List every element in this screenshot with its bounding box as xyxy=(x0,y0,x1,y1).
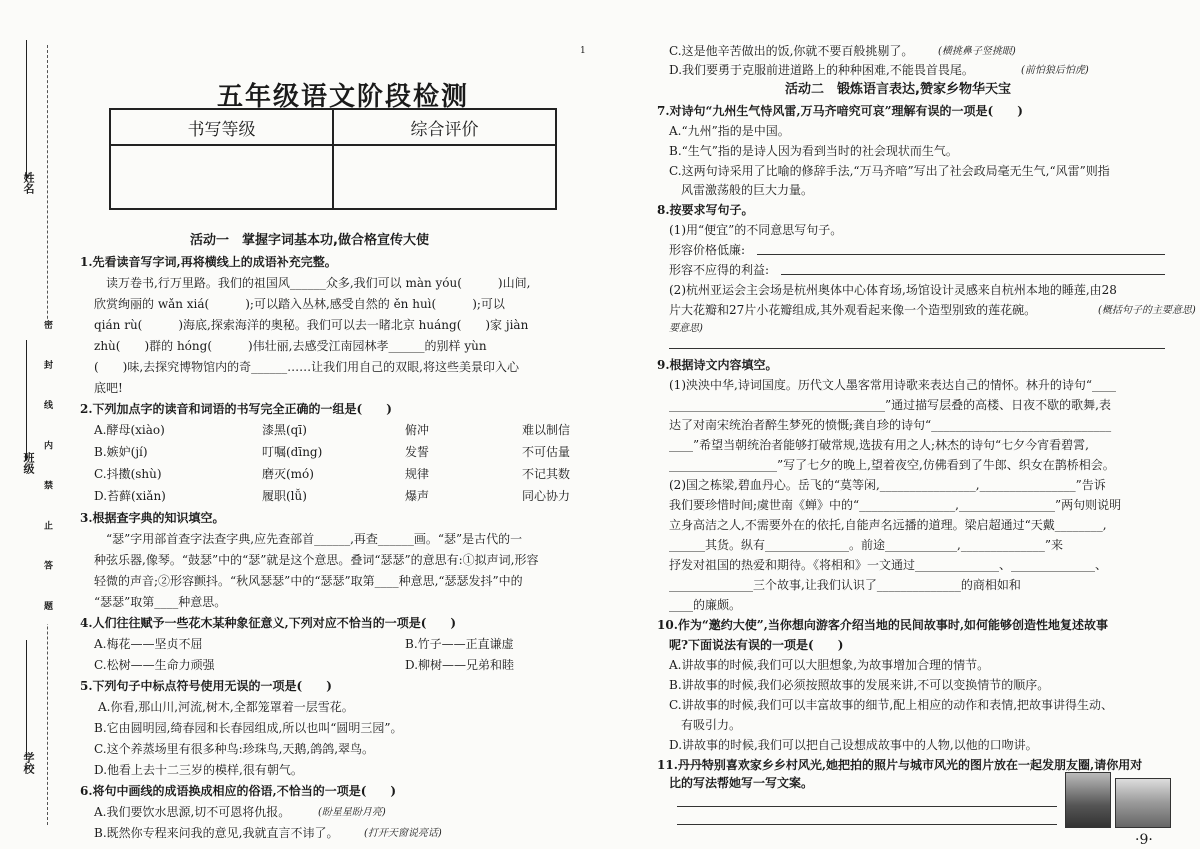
q10-stem-cont: 呢?下面说法有误的一项是( ) xyxy=(669,638,844,652)
q6-handwritten-d: (前怕狼后怕虎) xyxy=(1021,65,1089,76)
q2-option-a[interactable]: A.酵母(xiào) xyxy=(94,423,165,437)
q1-line: ( )味,去探究博物馆内的奇______……让我们用自己的双眼,将这些美景印入心 xyxy=(94,360,519,374)
binding-margin xyxy=(0,0,62,849)
q4-stem: 4.人们往往赋予一些花木某种象征意义,下列对应不恰当的一项是( ) xyxy=(80,616,457,630)
q7-stem: 7.对诗句“九州生气恃风雷,万马齐喑究可哀”理解有误的一项是( ) xyxy=(657,104,1023,118)
q9-line: ______________三个故事,让我们认识了______________的商相如和 xyxy=(669,578,1021,592)
q6-handwritten-a: (盼星星盼月亮) xyxy=(318,807,386,818)
q2-word: 发誓 xyxy=(405,445,430,459)
q9-line: ____”希望当朝统治者能够打破常规,选拔有用之人;林杰的诗句“七夕今宵看碧霄, xyxy=(669,438,1089,452)
q1-stem: 1.先看读音写字词,再将横线上的成语补充完整。 xyxy=(80,255,337,269)
q2-word: 同心协力 xyxy=(522,489,571,503)
q5-stem: 5.下列句子中标点符号使用无误的一项是( ) xyxy=(80,679,332,693)
q10-option-c[interactable]: C.讲故事的时候,我们可以丰富故事的细节,配上相应的动作和表情,把故事讲得生动、 xyxy=(669,698,1114,712)
school-label: 学校 xyxy=(22,752,35,774)
q7-option-c-cont: 风雷激荡般的巨大力量。 xyxy=(681,183,814,197)
corner-mark: 1 xyxy=(580,46,586,56)
school-underline xyxy=(26,640,27,760)
q2-word: 不记其数 xyxy=(522,467,571,481)
q9-stem: 9.根据诗文内容填空。 xyxy=(657,358,778,372)
q2-word: 爆声 xyxy=(405,489,430,503)
q10-option-d[interactable]: D.讲故事的时候,我们可以把自己设想成故事中的人物,以他的口吻讲。 xyxy=(669,738,1038,752)
q8-cheap-label: 形容价格低廉: xyxy=(669,243,746,257)
q7-option-b[interactable]: B.“生气”指的是诗人因为看到当时的社会现状而生气。 xyxy=(669,144,958,158)
q3-stem: 3.根据查字典的知识填空。 xyxy=(80,511,225,525)
q6-option-c[interactable]: C.这是他辛苦做出的饭,你就不要百般挑剔了。 xyxy=(669,44,914,58)
q7-option-a[interactable]: A.“九州”指的是中国。 xyxy=(669,124,790,138)
q8-cheap-answer-line[interactable] xyxy=(757,254,1165,255)
q2-stem: 2.下列加点字的读音和词语的书写完全正确的一组是( ) xyxy=(80,402,392,416)
q8-part2: (2)杭州亚运会主会场是杭州奥体中心体育场,场馆设计灵感来自杭州本地的睡莲,由28 xyxy=(669,283,1117,297)
q8-part1: (1)用“便宜”的不同意思写句子。 xyxy=(669,223,843,237)
q6-option-b[interactable]: B.既然你专程来问我的意见,我就直言不讳了。 xyxy=(94,826,339,840)
q11-answer-line-2[interactable] xyxy=(677,824,1057,825)
seal-notice: 密 封 线 内 禁 止 答 题 xyxy=(42,320,52,624)
q1-line: 欣赏绚丽的 wǎn xiá( );可以踏入丛林,感受自然的 ěn huì( );可以 xyxy=(94,297,505,311)
q8-part2-cont: 片大花瓣和27片小花瓣组成,其外观看起来像一个造型别致的莲花碗。 xyxy=(669,303,1037,317)
q11-stem: 11.丹丹特别喜欢家乡乡村风光,她把拍的照片与城市风光的图片放在一起发朋友圈,请你用对 xyxy=(657,758,1143,772)
city-photo xyxy=(1115,778,1171,828)
q11-stem-cont: 比的写法帮她写一写文案。 xyxy=(669,776,814,790)
q10-stem: 10.作为“邀约大使”,当你想向游客介绍当地的民间故事时,如何能够创造性地复述故事 xyxy=(657,618,1109,632)
q2-word: 漆黑(qī) xyxy=(262,423,307,437)
q9-line: 抒发对祖国的热爱和期待。《将相和》一文通过______________、______________、 xyxy=(669,558,1108,572)
overall-grade-cell[interactable] xyxy=(333,145,556,209)
class-underline xyxy=(26,340,27,460)
q8-benefit-label: 形容不应得的利益: xyxy=(669,263,770,277)
q5-option-c[interactable]: C.这个养蒸场里有很多种鸟:珍珠鸟,天鹅,鸽鸽,翠鸟。 xyxy=(94,742,375,756)
activity-1-heading: 活动一 掌握字词基本功,做合格宣传大使 xyxy=(190,233,429,248)
name-underline xyxy=(26,40,27,180)
q9-line: 我们要珍惜时间;虞世南《蝉》中的“________________,________________”两句则说明 xyxy=(669,498,1122,512)
q8-stem: 8.按要求写句子。 xyxy=(657,203,754,217)
q9-line: __________________”写了七夕的晚上,望着夜空,仿佛看到了牛郎、织女在鹊桥相会。 xyxy=(669,458,1115,472)
q2-word: 规律 xyxy=(405,467,430,481)
q2-word: 叮嘱(dīng) xyxy=(262,445,323,459)
q10-option-a[interactable]: A.讲故事的时候,我们可以大胆想象,为故事增加合理的情节。 xyxy=(669,658,990,672)
q3-line: 种弦乐器,像琴。“鼓瑟”中的“瑟”就是这个意思。叠词“瑟瑟”的意思有:①拟声词,形容 xyxy=(94,553,539,567)
q2-word: 俯冲 xyxy=(405,423,430,437)
writing-grade-cell[interactable] xyxy=(110,145,333,209)
q2-word: 履职(lǚ) xyxy=(262,489,307,503)
q4-option-b[interactable]: B.竹子——正直谦虚 xyxy=(405,637,514,651)
q7-option-c[interactable]: C.这两句诗采用了比喻的修辞手法,“万马齐喑”写出了社会政局毫无生气,“风雷”则指 xyxy=(669,164,1110,178)
grade-table xyxy=(109,108,557,210)
q8-handwritten-note: (概括句子的主要意思) xyxy=(1098,305,1196,316)
grade-col-writing: 书写等级 xyxy=(110,109,333,145)
q9-line: 立身高洁之人,不需要外在的依托,自能声名远播的道理。梁启超通过“天戴________, xyxy=(669,518,1107,532)
q2-option-b[interactable]: B.嫉妒(jí) xyxy=(94,445,148,459)
q6-option-a[interactable]: A.我们要饮水思源,切不可恩将仇报。 xyxy=(94,805,291,819)
grade-col-overall: 综合评价 xyxy=(333,109,556,145)
class-label: 班级 xyxy=(22,452,35,474)
q1-line: zhù( )群的 hóng( )伟壮丽,去感受江南园林孝______的别样 yùn xyxy=(94,339,487,353)
village-photo xyxy=(1065,772,1111,828)
q6-stem: 6.将句中画线的成语换成相应的俗语,不恰当的一项是( ) xyxy=(80,784,397,798)
q9-line: (2)国之栋梁,碧血丹心。岳飞的“莫等闲,________________,________________”告诉 xyxy=(669,478,1106,492)
q9-line: ______其货。纵有______________。前途____________,______________”来 xyxy=(669,538,1063,552)
q2-word: 难以制信 xyxy=(522,423,571,437)
q10-option-c-cont: 有吸引力。 xyxy=(681,718,742,732)
q3-line: “瑟瑟”取第____种意思。 xyxy=(94,595,227,609)
q1-line: 底吧! xyxy=(94,381,123,395)
q6-handwritten-b: (打开天窗说亮话) xyxy=(364,828,442,839)
q5-option-a[interactable]: A.你看,那山川,河流,树木,全都笼罩着一层雪花。 xyxy=(86,700,354,714)
q5-option-b[interactable]: B.它由圆明园,绮春园和长春园组成,所以也叫“圆明三园”。 xyxy=(94,721,403,735)
q1-line: 读万卷书,行万里路。我们的祖国风______众多,我们可以 màn yóu( )山间, xyxy=(94,276,531,290)
q9-line: ____的廉颇。 xyxy=(669,598,742,612)
q3-line: 轻微的声音;②形容颤抖。“秋风瑟瑟”中的“瑟瑟”取第____种意思,“瑟瑟发抖”中的 xyxy=(94,574,523,588)
q6-option-d[interactable]: D.我们要勇于克服前进道路上的种种困难,不能畏首畏尾。 xyxy=(669,63,974,77)
q8-answer-line[interactable] xyxy=(669,348,1165,349)
q9-line: ____________________________________”通过描写层叠的高楼、日夜不歇的歌舞,表 xyxy=(669,398,1111,412)
q8-handwritten-note-cont: 要意思) xyxy=(669,323,703,334)
activity-2-heading: 活动二 锻炼语言表达,赞家乡物华天宝 xyxy=(785,82,1011,97)
q11-answer-line-1[interactable] xyxy=(677,806,1057,807)
q2-option-d[interactable]: D.苔藓(xiǎn) xyxy=(94,489,166,503)
q9-line: (1)泱泱中华,诗词国度。历代文人墨客常用诗歌来表达自己的情怀。林升的诗句“____ xyxy=(669,378,1116,392)
q4-option-a[interactable]: A.梅花——坚贞不屈 xyxy=(94,637,203,651)
q4-option-d[interactable]: D.柳树——兄弟和睦 xyxy=(405,658,515,672)
q2-word: 磨灭(mó) xyxy=(262,467,314,481)
name-label: 姓名 xyxy=(22,172,35,194)
page-number: ·9· xyxy=(1135,832,1153,848)
q5-option-d[interactable]: D.他看上去十二三岁的模样,很有朝气。 xyxy=(94,763,303,777)
q6-handwritten-c: (横挑鼻子竖挑眼) xyxy=(938,46,1016,57)
q3-line: “瑟”字用部首查字法查字典,应先查部首______,再查______画。“瑟”是古代的一 xyxy=(94,532,523,546)
q2-word: 不可估量 xyxy=(522,445,571,459)
q10-option-b[interactable]: B.讲故事的时候,我们必须按照故事的发展来讲,不可以变换情节的顺序。 xyxy=(669,678,1050,692)
q2-option-c[interactable]: C.抖擞(shù) xyxy=(94,467,162,481)
q4-option-c[interactable]: C.松树——生命力顽强 xyxy=(94,658,215,672)
q9-line: 达了对南宋统治者醉生梦死的愤慨;龚自珍的诗句“______________________________ xyxy=(669,418,1112,432)
q8-benefit-answer-line[interactable] xyxy=(781,274,1165,275)
page-title: 五年级语文阶段检测 xyxy=(217,82,470,112)
q1-line: qián rù( )海底,探索海洋的奥秘。我们可以去一睹北京 huáng( )家 jiàn xyxy=(94,318,529,332)
